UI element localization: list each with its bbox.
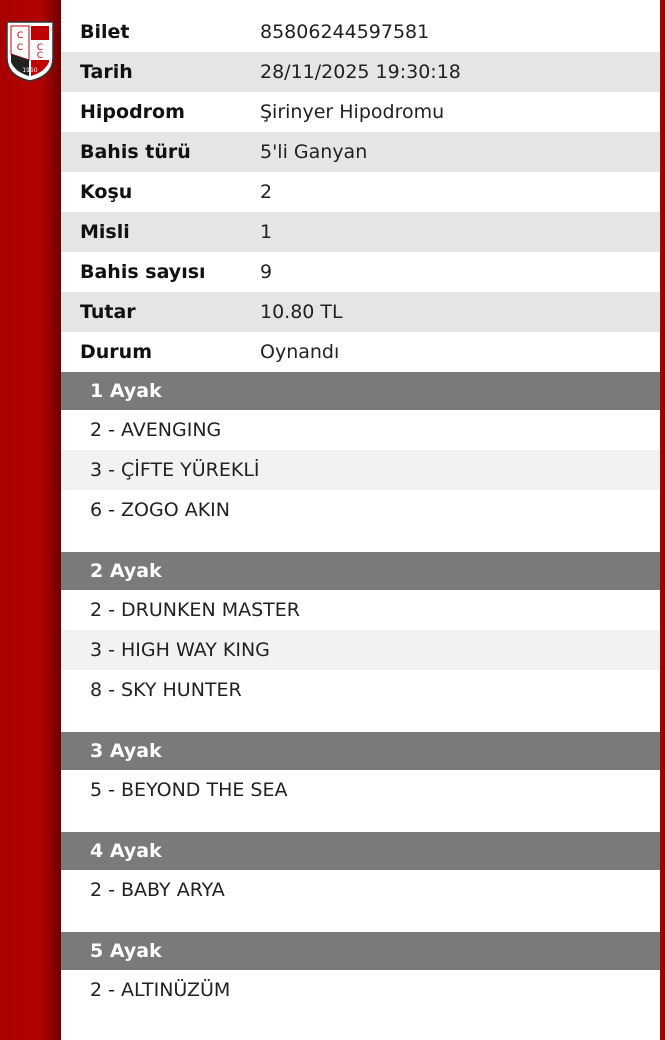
horse-item: 3 - ÇİFTE YÜREKLİ [61,450,660,490]
horse-item: 2 - AVENGING [90,419,222,441]
svg-text:C: C [16,31,24,41]
horse-item: 5 - BEYOND THE SEA [90,779,288,801]
side-panel [0,0,61,1040]
leg-header: 5 Ayak [61,932,660,970]
detail-label: Durum [80,341,152,363]
detail-label: Bilet [80,21,130,43]
club-logo-icon[interactable] [5,20,55,82]
detail-value: 5'li Ganyan [260,141,368,163]
leg-header: 2 Ayak [61,552,660,590]
svg-text:C: C [36,51,44,61]
detail-row [61,212,660,252]
detail-label: Tutar [80,301,136,323]
leg-section [61,732,660,810]
detail-value: 10.80 TL [260,301,343,323]
detail-label: Bahis türü [80,141,191,163]
leg-section [61,372,660,530]
horse-item: 8 - SKY HUNTER [90,679,242,701]
leg-header: 4 Ayak [61,832,660,870]
horse-item: 2 - ALTINÜZÜM [90,979,231,1001]
svg-text:C: C [16,43,24,53]
horse-item: 2 - BABY ARYA [90,879,225,901]
detail-row [61,252,660,292]
detail-value: Şirinyer Hipodromu [260,101,445,123]
detail-label: Misli [80,221,130,243]
leg-section [61,932,660,1010]
detail-row [61,132,660,172]
detail-row [61,52,660,92]
legs-list [61,372,660,1010]
detail-value: 2 [260,181,273,203]
detail-value: Oynandı [260,341,340,363]
svg-text:C: C [36,43,44,53]
detail-label: Tarih [80,61,133,83]
right-edge-bar [660,0,665,1040]
detail-value: 28/11/2025 19:30:18 [260,61,461,83]
horse-item: 6 - ZOGO AKIN [90,499,230,521]
leg-header: 1 Ayak [61,372,660,410]
detail-row [61,172,660,212]
detail-value: 9 [260,261,273,283]
leg-header: 3 Ayak [61,732,660,770]
detail-row [61,92,660,132]
detail-value: 1 [260,221,273,243]
svg-text:1950: 1950 [22,67,38,74]
horse-item: 3 - HIGH WAY KING [61,630,660,670]
detail-row [61,12,660,52]
leg-section [61,832,660,910]
horse-item: 2 - DRUNKEN MASTER [90,599,300,621]
detail-label: Bahis sayısı [80,261,206,283]
detail-label: Hipodrom [80,101,185,123]
detail-value: 85806244597581 [260,21,430,43]
detail-row [61,292,660,332]
detail-row [61,332,660,372]
details-table [61,12,660,372]
leg-section [61,552,660,710]
ticket-details [61,12,660,1032]
detail-label: Koşu [80,181,133,203]
